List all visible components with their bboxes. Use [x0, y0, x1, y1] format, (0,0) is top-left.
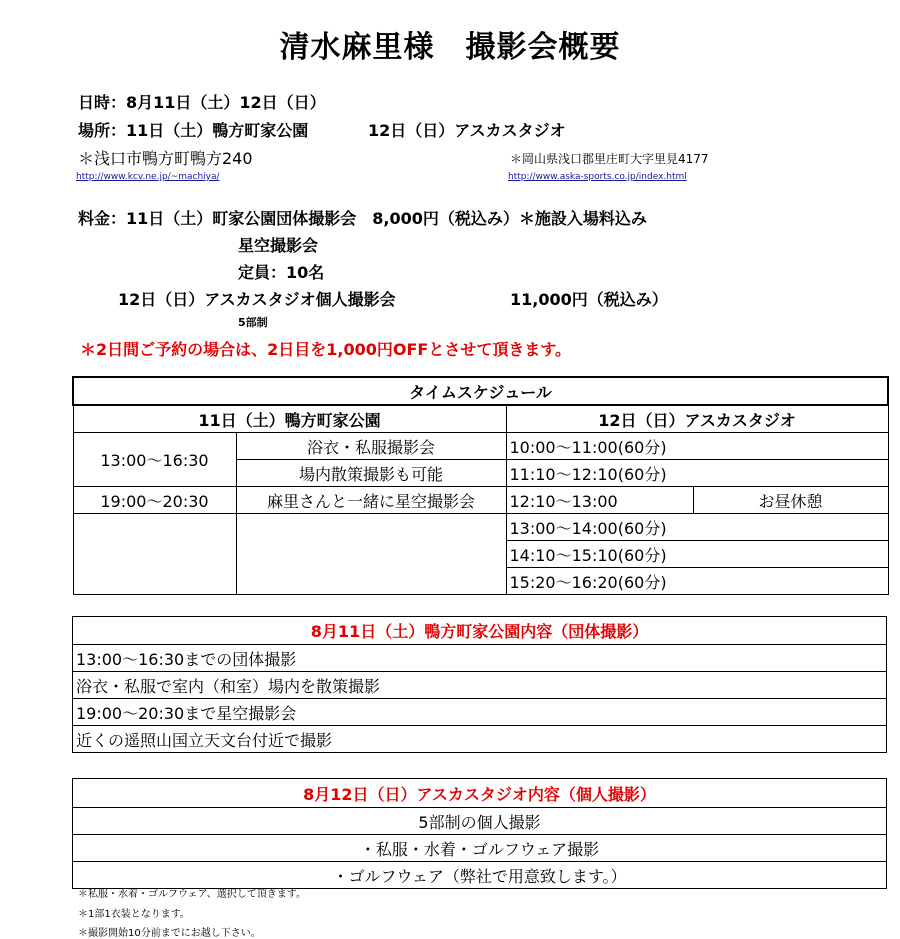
day2-header: 12日（日）アスカスタジオ — [506, 405, 888, 433]
day2-time-6: 15:20～16:20(60分) — [506, 568, 888, 595]
day1-content-row: 近くの遥照山国立天文台付近で撮影 — [73, 726, 887, 753]
discount-notice: ＊2日間ご予約の場合は、2日目を1,000円OFFとさせて頂きます。 — [80, 340, 572, 359]
footnote-2: ＊1部1衣装となります。 — [78, 909, 190, 920]
day2-time-1: 10:00～11:00(60分) — [506, 433, 888, 460]
fee-line-2: 星空撮影会 — [238, 236, 319, 255]
url-day2-link[interactable]: http://www.aska-sports.co.jp/index.html — [508, 172, 687, 182]
fee-line-4-price: 11,000円（税込み） — [510, 290, 668, 309]
day2-note-lunch: お昼休憩 — [693, 487, 888, 514]
day2-time-4: 13:00～14:00(60分) — [506, 514, 888, 541]
day2-time-5: 14:10～15:10(60分) — [506, 541, 888, 568]
day1-content-table — [72, 616, 887, 753]
day1-time-1: 13:00～16:30 — [73, 433, 236, 487]
day1-item-1: 浴衣・私服撮影会 — [236, 433, 506, 460]
fee-line-1: 料金：11日（土）町家公園団体撮影会 8,000円（税込み）＊施設入場料込み — [78, 209, 647, 228]
page-title: 清水麻里様 撮影会概要 — [279, 30, 621, 65]
schedule-title: タイムスケジュール — [73, 377, 888, 405]
footnote-1: ＊私服・水着・ゴルフウェア、選択して頂きます。 — [78, 889, 306, 900]
day2-content-table — [72, 778, 887, 889]
day1-content-title: 8月11日（土）鴨方町家公園内容（団体撮影） — [73, 617, 887, 645]
day1-header: 11日（土）鴨方町家公園 — [73, 405, 506, 433]
day2-content-row: ・ゴルフウェア（弊社で用意致します。） — [73, 862, 887, 889]
day1-content-row: 浴衣・私服で室内（和室）場内を散策撮影 — [73, 672, 887, 699]
url-day1-link[interactable]: http://www.kcv.ne.jp/~machiya/ — [76, 172, 220, 182]
day1-time-2: 19:00～20:30 — [73, 487, 236, 514]
place-line-day2: 12日（日）アスカスタジオ — [368, 121, 566, 140]
fee-line-4-label: 12日（日）アスカスタジオ個人撮影会 — [118, 290, 396, 309]
day2-time-2: 11:10～12:10(60分) — [506, 460, 888, 487]
address-day1: ＊浅口市鴨方町鴨方240 — [78, 149, 253, 168]
day2-content-row: 5部制の個人撮影 — [73, 808, 887, 835]
day1-content-row: 13:00～16:30までの団体撮影 — [73, 645, 887, 672]
footnote-3: ＊撮影開始10分前までにお越し下さい。 — [78, 928, 261, 939]
day2-content-row: ・私服・水着・ゴルフウェア撮影 — [73, 835, 887, 862]
day1-content-row: 19:00～20:30まで星空撮影会 — [73, 699, 887, 726]
fee-line-3: 定員：10名 — [238, 263, 325, 282]
day1-empty-cell — [73, 514, 236, 595]
address-day2: ＊岡山県浅口郡里庄町大字里見4177 — [510, 152, 709, 166]
place-line-day1: 場所：11日（土）鴨方町家公園 — [78, 121, 309, 140]
fee-line-5: 5部制 — [238, 316, 268, 329]
day1-item-3: 麻里さんと一緒に星空撮影会 — [236, 487, 506, 514]
schedule-table — [72, 376, 889, 595]
day1-empty-cell — [236, 514, 506, 595]
day2-time-3: 12:10～13:00 — [506, 487, 693, 514]
date-line: 日時：8月11日（土）12日（日） — [78, 93, 326, 112]
day1-item-2: 場内散策撮影も可能 — [236, 460, 506, 487]
day2-content-title: 8月12日（日）アスカスタジオ内容（個人撮影） — [73, 779, 887, 808]
